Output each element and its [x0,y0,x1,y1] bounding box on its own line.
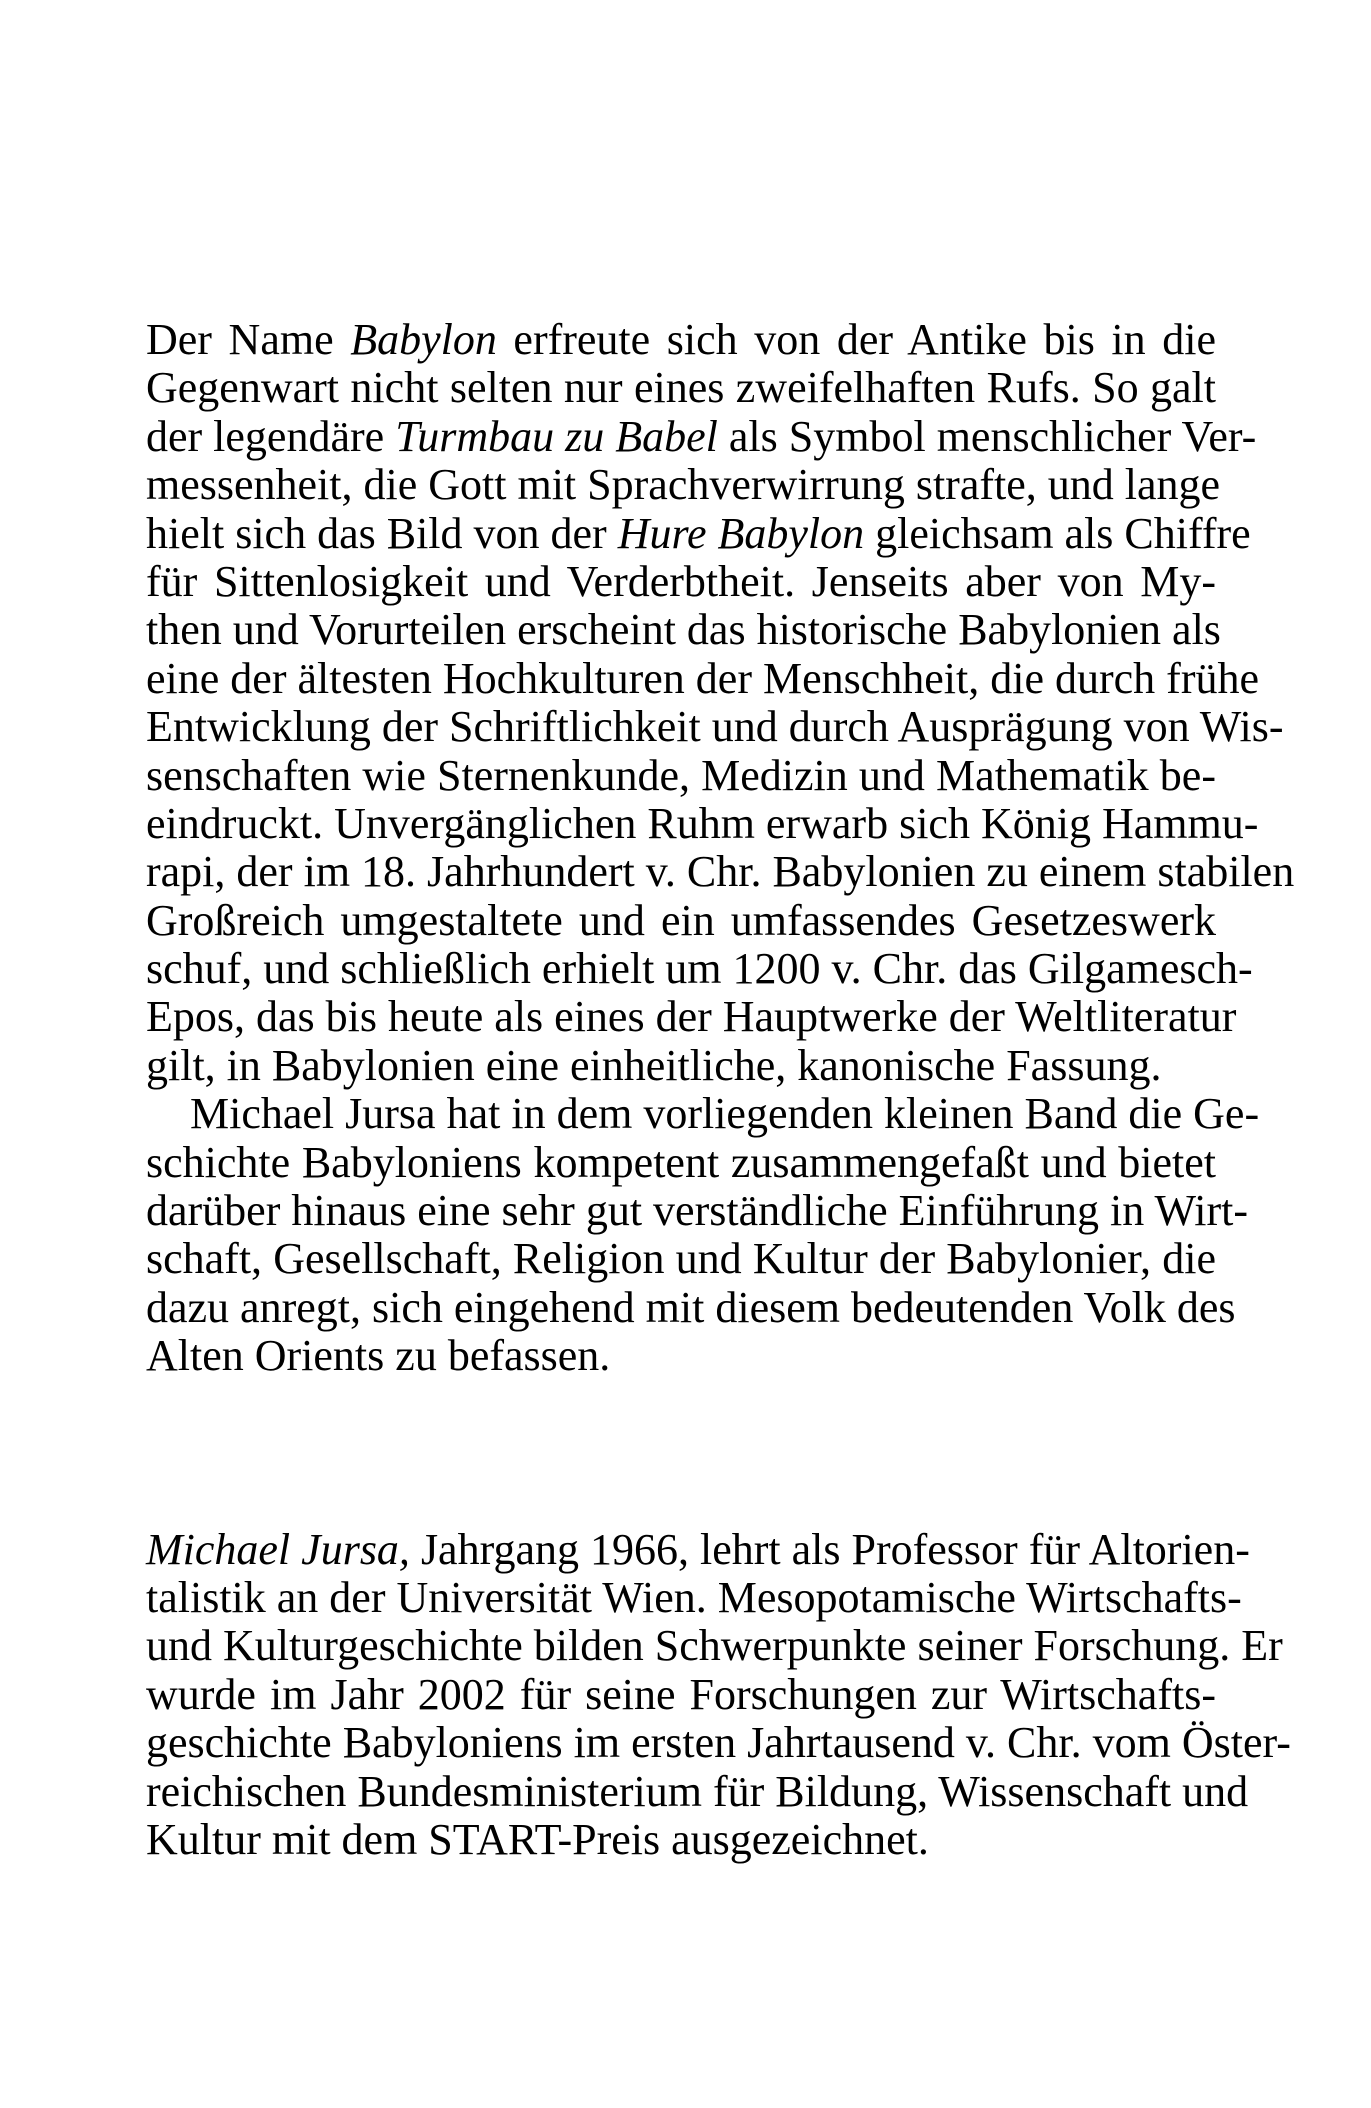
text-segment: darüber hinaus eine sehr gut verständliche Einführung in Wirt- [146,1186,1248,1236]
text-line [146,605,1221,655]
text-segment: Jahrgang 1966, lehrt als Professor für Altorien- [409,1524,1250,1574]
text-segment: reichischen Bundesministerium für Bildung, Wissenschaft und [146,1766,1249,1816]
italic-phrase: Michael Jursa, [146,1524,410,1574]
text-segment: rapi, der im 18. Jahrhundert v. Chr. Babylonien zu einem stabilen [146,847,1295,897]
text-segment: Großreich umgestaltete und ein umfassendes Gesetzeswerk [146,895,1216,945]
text-segment: dazu anregt, sich eingehend mit diesem bedeutenden Volk des [146,1282,1236,1332]
text-line [146,1332,1216,1380]
text-segment: then und Vorurteilen erscheint das historische Babylonien als [146,605,1221,655]
text-line [146,460,1221,510]
text-line [146,1186,1248,1236]
text-segment: eindruckt. Unvergänglichen Ruhm erwarb sich König Hammu- [146,798,1259,848]
text-segment: Alten Orients zu befassen. [146,1331,611,1381]
text-segment: Der Name [146,315,351,364]
text-segment: Gegenwart nicht selten nur eines zweifelhaften Rufs. So galt [146,363,1216,413]
text-segment: wurde im Jahr 2002 für seine Forschungen zur Wirtschafts- [146,1669,1216,1719]
text-line [146,1816,1216,1864]
text-line [146,558,1216,606]
text-segment: geschichte Babyloniens im ersten Jahrtausend v. Chr. vom Öster- [146,1718,1291,1768]
text-line [146,1621,1283,1671]
author-bio-section [146,1524,1291,1865]
text-line [146,1524,1250,1574]
text-line [146,897,1216,945]
text-segment: Michael Jursa hat in dem vorliegenden kleinen Band die Ge- [190,1089,1260,1139]
text-line [146,1572,1242,1622]
text-line [146,847,1295,897]
text-line [146,508,1251,558]
text-segment: und Kulturgeschichte bilden Schwerpunkte seiner Forschung. Er [146,1621,1283,1671]
text-segment: schichte Babyloniens kompetent zusammengefaßt und bietet [146,1137,1216,1187]
text-line [146,944,1253,994]
back-cover-text [146,315,1295,1864]
text-line [146,653,1260,703]
text-line [146,1671,1216,1719]
text-line [146,411,1257,461]
text-segment: hielt sich das Bild von der [146,508,618,558]
text-segment: für Sittenlosigkeit und Verderbtheit. Jenseits aber von My- [146,556,1216,606]
text-segment: der legendäre [146,411,396,461]
text-line [146,1718,1291,1768]
text-segment: erfreute sich von der Antike bis in die [496,315,1216,364]
text-segment: gleichsam als Chiffre [864,508,1251,558]
text-segment: eine der ältesten Hochkulturen der Menschheit, die durch frühe [146,653,1260,703]
text-line [146,798,1259,848]
text-segment: gilt, in Babylonien eine einheitliche, kanonische Fassung. [146,1040,1162,1090]
text-line [146,1139,1216,1187]
text-segment: Epos, das bis heute als eines der Hauptwerke der Weltliteratur [146,992,1237,1042]
text-line [146,1089,1260,1139]
text-segment: schaft, Gesellschaft, Religion und Kultur der Babylonier, die [146,1234,1216,1284]
text-line [146,1282,1236,1332]
text-segment: Entwicklung der Schriftlichkeit und durch Ausprägung von Wis- [146,702,1284,752]
text-line [146,316,1216,364]
text-segment: als Symbol menschlicher Ver- [717,411,1257,461]
text-segment: messenheit, die Gott mit Sprachverwirrung strafte, und lange [146,460,1221,510]
text-segment: Kultur mit dem START-Preis ausgezeichnet. [146,1814,929,1864]
italic-phrase: Turmbau zu Babel [395,411,718,461]
text-line [146,992,1237,1042]
text-line [146,364,1216,412]
text-segment: schuf, und schließlich erhielt um 1200 v. Chr. das Gilgamesch- [146,944,1253,994]
text-segment: senschaften wie Sternenkunde, Medizin und Mathematik be- [146,750,1216,800]
blurb-section [146,315,1295,1381]
text-line [146,752,1216,800]
italic-phrase: Babylon [350,315,497,364]
text-line [146,1235,1216,1283]
section-gap [146,1381,1216,1526]
italic-phrase: Hure Babylon [617,508,865,558]
text-segment: talistik an der Universität Wien. Mesopotamische Wirtschafts- [146,1572,1242,1622]
text-line [146,1766,1249,1816]
text-line [146,702,1284,752]
text-line [146,1042,1216,1090]
